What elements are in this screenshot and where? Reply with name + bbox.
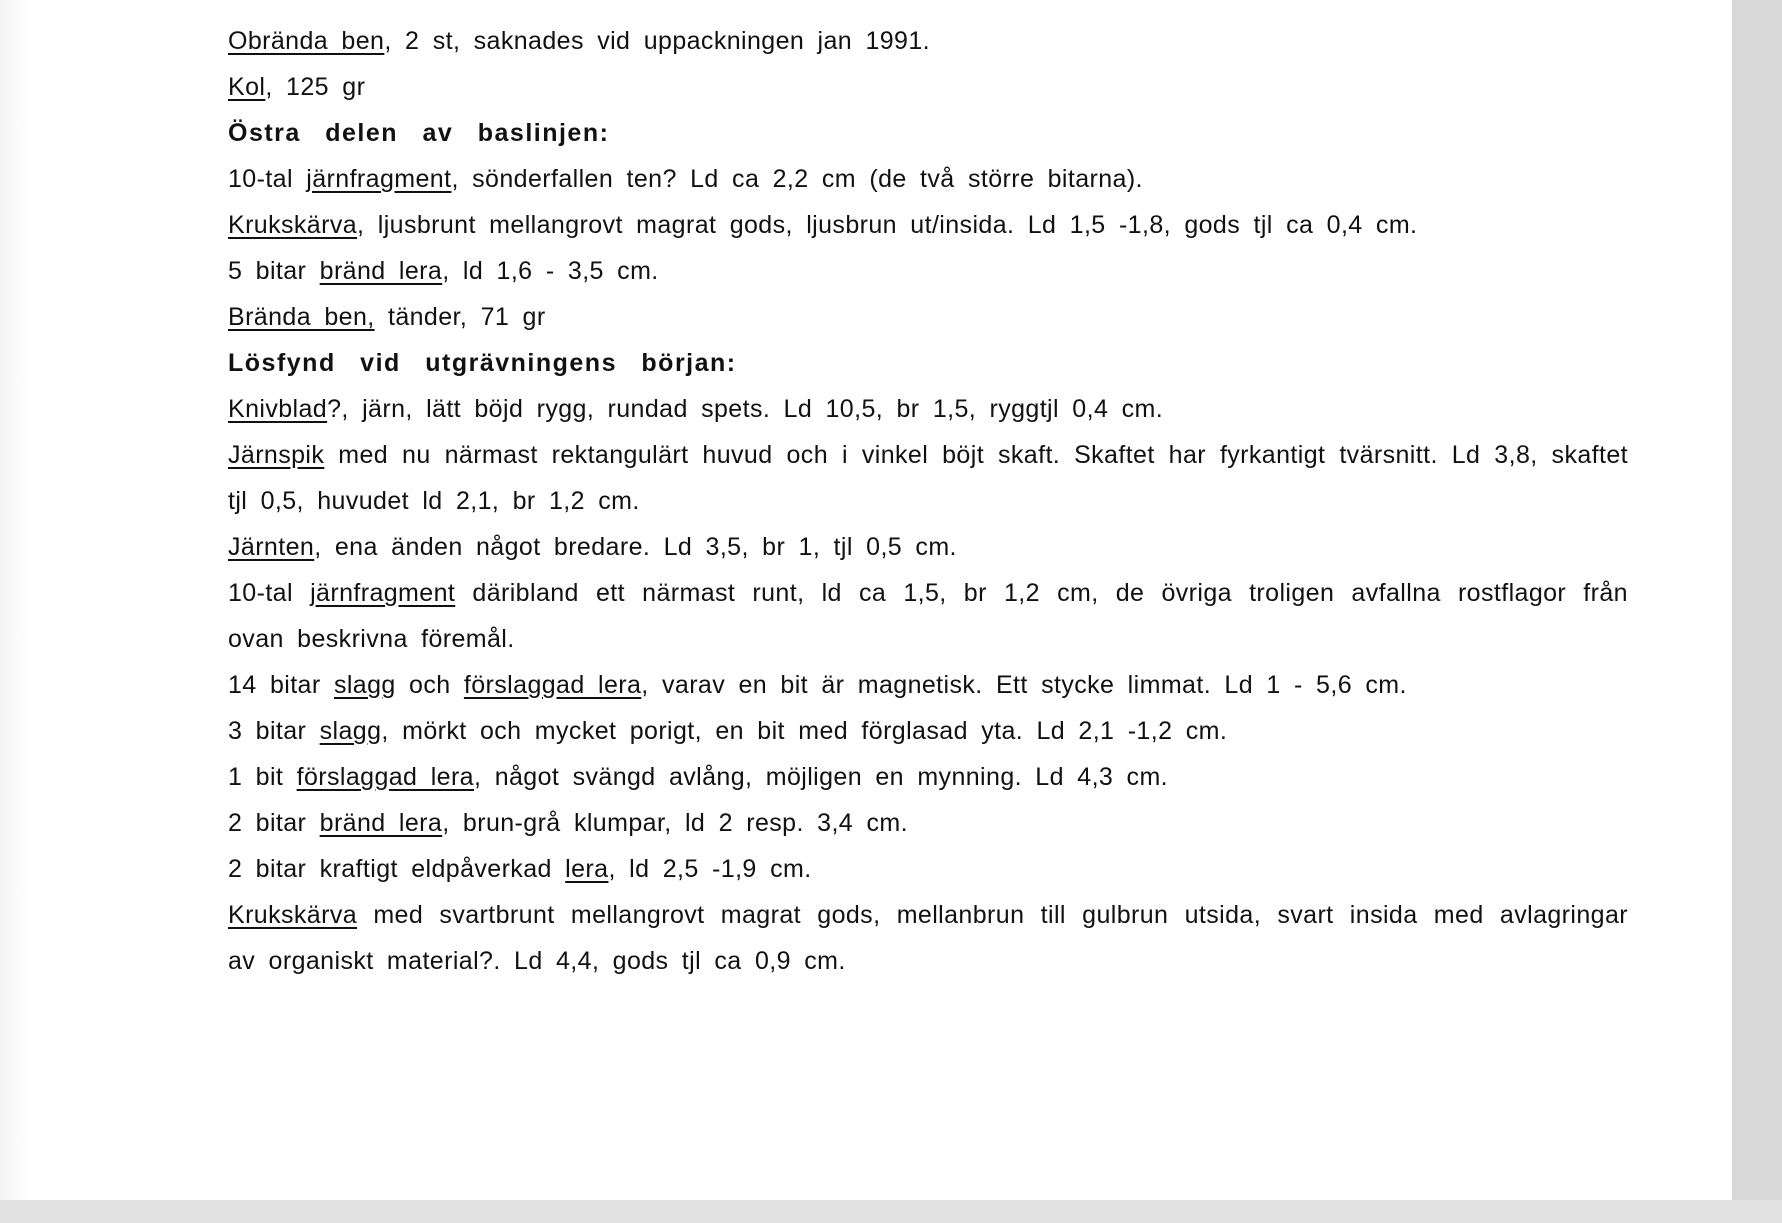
find-entry [228, 892, 1628, 984]
find-term: förslaggad lera [296, 763, 474, 791]
find-term: Brända ben, [228, 303, 375, 331]
find-entry [228, 846, 1628, 892]
find-description: , sönderfallen ten? Ld ca 2,2 cm (de två större bitarna). [451, 165, 1143, 193]
find-description: , varav en bit är magnetisk. Ett stycke limmat. Ld 1 - 5,6 cm. [641, 671, 1407, 699]
find-description: , ena änden något bredare. Ld 3,5, br 1, tjl 0,5 cm. [314, 533, 957, 561]
find-entry [228, 662, 1628, 708]
find-entry [228, 64, 1628, 110]
find-description: , 125 gr [265, 73, 366, 101]
find-description: , 2 st, saknades vid uppackningen jan 1991. [384, 27, 931, 55]
find-entry [228, 800, 1628, 846]
find-description: tänder, 71 gr [374, 303, 546, 331]
find-term: järnfragment [310, 579, 456, 607]
find-description: , ld 1,6 - 3,5 cm. [442, 257, 659, 285]
find-term: bränd lera [319, 257, 443, 285]
find-term: slagg [333, 671, 396, 699]
find-term: förslaggad lera [463, 671, 642, 699]
find-term: Obrända ben [228, 27, 385, 55]
find-description: ?, järn, lätt böjd rygg, rundad spets. Ld 10,5, br 1,5, ryggtjl 0,4 cm. [327, 395, 1164, 423]
find-term: Kol [228, 73, 266, 101]
find-entry [228, 294, 1628, 340]
find-term: järnfragment [306, 165, 452, 193]
find-entry [228, 248, 1628, 294]
find-description: däribland ett närmast runt, ld ca 1,5, br 1,2 cm, de övriga troligen avfallna rostflagor från ovan beskrivna föremål. [228, 579, 1628, 653]
find-entry [228, 156, 1628, 202]
find-description: med svartbrunt mellangrovt magrat gods, mellanbrun till gulbrun utsida, svart insida med avlagringar av organiskt material?. Ld 4,4, gods tjl ca 0,9 cm. [228, 901, 1628, 975]
find-term: slagg [319, 717, 382, 745]
find-term: Knivblad [228, 395, 328, 423]
find-description: med nu närmast rektangulärt huvud och i vinkel böjt skaft. Skaftet har fyrkantigt tvärsnitt. Ld 3,8, skaftet tjl 0,5, huvudet ld 2,1, br 1,2 cm. [228, 441, 1628, 515]
find-description: , ld 2,5 -1,9 cm. [608, 855, 812, 883]
find-description: , ljusbrunt mellangrovt magrat gods, ljusbrun ut/insida. Ld 1,5 -1,8, gods tjl ca 0,4 cm. [357, 211, 1418, 239]
find-description: , brun-grå klumpar, ld 2 resp. 3,4 cm. [442, 809, 908, 837]
find-description: , något svängd avlång, möjligen en mynning. Ld 4,3 cm. [474, 763, 1169, 791]
find-term: bränd lera [319, 809, 443, 837]
find-entry [228, 202, 1628, 248]
find-entry [228, 432, 1628, 524]
section-heading: Lösfynd vid utgrävningens början: [228, 349, 737, 377]
find-term: Järnten [228, 533, 315, 561]
find-quantity: 14 bitar [228, 671, 334, 699]
page-edge-shadow [0, 0, 30, 1223]
find-quantity: 5 bitar [228, 257, 320, 285]
find-entry [228, 386, 1628, 432]
find-entry [228, 524, 1628, 570]
scan-margin-right [1732, 0, 1782, 1223]
find-entry [228, 708, 1628, 754]
section-heading: Östra delen av baslinjen: [228, 119, 610, 147]
find-quantity: 2 bitar [228, 809, 320, 837]
find-list [228, 18, 1628, 984]
find-quantity: 3 bitar [228, 717, 320, 745]
find-connector: och [395, 671, 464, 699]
find-term: Krukskärva [228, 901, 358, 929]
find-quantity: 10-tal [228, 165, 307, 193]
find-quantity: 1 bit [228, 763, 297, 791]
scan-margin-bottom [0, 1200, 1782, 1223]
find-description: , mörkt och mycket porigt, en bit med förglasad yta. Ld 2,1 -1,2 cm. [381, 717, 1228, 745]
find-term: lera [565, 855, 609, 883]
find-entry [228, 18, 1628, 64]
find-term: Järnspik [228, 441, 325, 469]
find-quantity: 2 bitar kraftigt eldpåverkad [228, 855, 566, 883]
find-quantity: 10-tal [228, 579, 311, 607]
find-term: Krukskärva [228, 211, 358, 239]
find-entry [228, 754, 1628, 800]
find-entry [228, 570, 1628, 662]
